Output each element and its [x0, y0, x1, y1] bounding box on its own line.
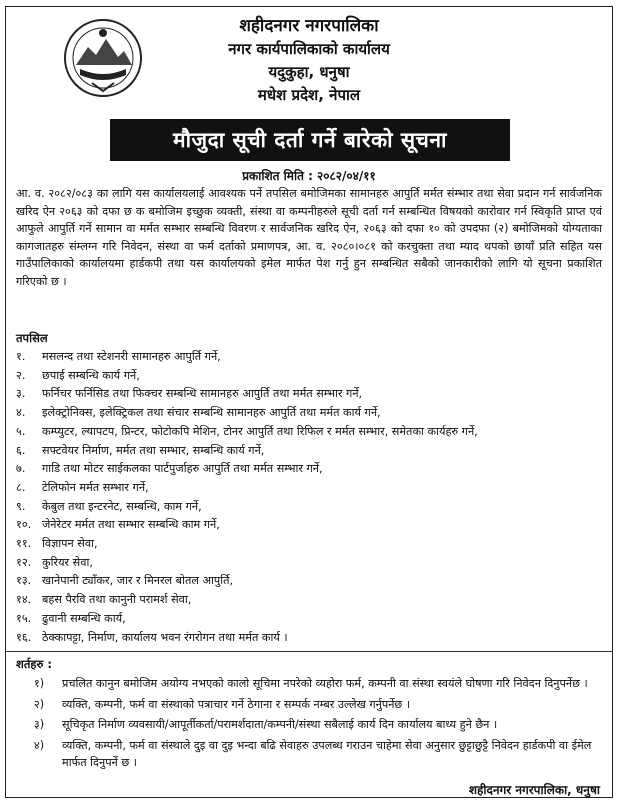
item-number: १.	[16, 350, 26, 363]
condition-item	[16, 737, 602, 772]
condition-text: व्यक्ति, कम्पनी, फर्म वा संस्थाले दुइ वा दुइ भन्दा बढि सेवाहरु उपलब्ध गराउन चाहेमा सेवा अनुसार छुट्टाछुट्टै निवेदन हार्डकपी वा ईमेल मार्फत दिनुपर्ने छ ।	[62, 738, 592, 769]
item-text: बहस पैरवि तथा कानुनी परामर्श सेवा,	[42, 593, 192, 607]
list-item	[16, 479, 602, 498]
list-item	[16, 423, 602, 442]
item-number: ६.	[16, 443, 26, 457]
signoff: शहीदनगर नगरपालिका, धनुषा	[468, 783, 600, 797]
list-item	[16, 442, 602, 461]
notice-title: मौजुदा सूची दर्ता गर्ने बारेको सूचना	[110, 119, 510, 161]
list-item	[16, 348, 602, 367]
published-date: प्रकाशित मिति : २०८२/०४/११	[242, 169, 376, 183]
list-item	[16, 535, 602, 554]
notice-page	[5, 6, 613, 798]
list-item	[16, 554, 602, 573]
list-item	[16, 591, 602, 610]
condition-number: ४)	[33, 738, 45, 752]
list-item	[16, 498, 602, 517]
item-number: ८.	[16, 480, 26, 494]
item-number: १३.	[16, 574, 32, 588]
item-text: ढुवानी सम्बन्धि कार्य,	[42, 611, 126, 625]
item-text: कम्प्युटर, ल्यापटप, प्रिन्टर, फोटोकपि मेशिन, टोनर आपुर्ति तथा रिफिल र मर्मत सम्भार, समेतका कार्यहरु गर्ने,	[42, 424, 478, 438]
list-item	[16, 610, 602, 629]
item-text: खानेपानी ट्याँकर, जार र मिनरल बोतल आपुर्ति,	[42, 574, 234, 588]
condition-item	[16, 696, 602, 714]
item-number: ११.	[16, 537, 32, 551]
item-text: जेनेरेटर मर्मत तथा सम्भार सम्बन्धि काम गर्ने,	[42, 518, 220, 532]
item-number: ५.	[16, 424, 26, 438]
item-number: २.	[16, 368, 26, 382]
condition-number: ३)	[33, 718, 45, 731]
condition-number: २)	[33, 697, 45, 711]
intro-paragraph: आ. व. २०८२/०८३ का लागि यस कार्यालयलाई आवश्यक पर्ने तपसिल बमोजिमका सामानहरु आपुर्ति मर्मत संम्भार तथा सेवा प्रदान गर्न सार्वजनिक खरिद ऐन २०६३ को दफा छ क बमोजिम इच्छुक व्यक्ती, संस्था वा कम्पनीहरुले सूची दर्ता गर्न सम्बन्धित विषयको कारोवार गर्न स्विकृति प्राप्त एवं आफुले आपुर्ति गर्ने सामान वा मर्मत सम्भार सम्बन्धि विवरण र सार्वजनिक खरिद ऐन, २०६३ को दफा १० को उपदफा (२) बमोजिमको योग्यताका कागजातहरु संम्लग्न गरि निवेदन, संस्था वा फर्म दर्ताको प्रमाणपत्र, आ. व. २०८०।०८१ को करचुक्ता तथा म्याद थपको छायाँ प्रति सहित यस गाउँपालिकाको कार्यालयमा हार्डकपी तथा यस कार्यालयको इमेल मार्फत पेश गर्नु हुन सम्बन्धित सबैको जानकारीको लागि यो सूचना प्रकाशित गरिएको छ ।	[16, 187, 602, 288]
condition-number: १)	[33, 677, 45, 690]
item-number: १०.	[16, 518, 32, 532]
list-item	[16, 516, 602, 535]
condition-text: व्यक्ति, कम्पनी, फर्म वा संस्थाको पत्राचार गर्ने ठेगाना र सम्पर्क नम्बर उल्लेख गर्नुपर्नेछ ।	[62, 697, 411, 711]
item-text: विज्ञापन सेवा,	[42, 537, 98, 551]
item-text: केबुल तथा इन्टरनेट, सम्बन्धि, काम गर्ने,	[42, 499, 202, 513]
condition-text: सूचिकृत निर्माण व्यवसायी/आपूर्तीकर्ता/परामर्शदाता/कम्पनी/संस्था सबैलाई कार्य दिन कार्यालय बाध्य हुने छैन ।	[62, 718, 498, 731]
list-item	[16, 629, 602, 648]
section-divider	[6, 651, 612, 652]
item-text: कुरियर सेवा,	[42, 555, 93, 569]
item-text: ठेक्कापट्टा, निर्माण, कार्यालय भवन रंगरोगन तथा मर्मत कार्य ।	[42, 630, 288, 644]
letterhead	[6, 7, 612, 117]
municipality-name: शहीदनगर नगरपालिका	[239, 16, 379, 36]
conditions-list	[16, 675, 602, 775]
list-item	[16, 385, 602, 404]
schedule-list	[16, 348, 602, 647]
item-number: १२.	[16, 555, 32, 569]
condition-item	[16, 675, 602, 693]
item-text: मसलन्द तथा स्टेशनरी सामानहरु आपुर्ति गर्ने,	[42, 350, 221, 363]
province-country: मधेश प्रदेश, नेपाल	[257, 86, 361, 104]
item-number: ४.	[16, 406, 26, 420]
item-number: १४.	[16, 593, 32, 607]
item-number: ७.	[16, 462, 26, 476]
item-text: टेलिफोन मर्मत सम्भार गर्ने,	[42, 480, 149, 494]
schedule-title: तपसिल	[16, 331, 48, 345]
item-text: गाडि तथा मोटर साईकलका पार्टपुर्जाहरु आपुर्ति तथा मर्मत सम्भार गर्ने,	[42, 462, 323, 476]
list-item	[16, 460, 602, 479]
item-text: इलेक्ट्रोनिक्स, इलेक्ट्रिकल तथा संचार सम्बन्धि सामानहरु आपुर्ति तथा मर्मत कार्य गर्ने,	[42, 406, 381, 420]
item-number: ३.	[16, 387, 26, 401]
office-address: यदुकुहा, धनुषा	[268, 63, 350, 81]
item-text: सफ्टवेयर निर्माण, मर्मत तथा सम्भार, सम्बन्धि कार्य गर्ने,	[42, 443, 265, 457]
list-item	[16, 572, 602, 591]
list-item	[16, 404, 602, 423]
condition-text: प्रचलित कानुन बमोजिम अयोग्य नभएको कालो सूचिमा नपरेको व्यहोरा फर्म, कम्पनी वा संस्था स्वयंले घोषणा गरि निवेदन दिनुपर्नेछ ।	[62, 677, 588, 690]
list-item	[16, 367, 602, 386]
condition-item	[16, 716, 602, 734]
item-text: छपाई सम्बन्धि कार्य गर्ने,	[42, 368, 140, 382]
office-name: नगर कार्यपालिकाको कार्यालय	[228, 40, 390, 58]
item-number: ९.	[16, 499, 26, 513]
item-text: फर्निचर फर्निसिड तथा फिक्चर सम्बन्धि सामानहरु आपुर्ति तथा मर्मत सम्भार गर्ने,	[42, 387, 363, 401]
conditions-title: शर्तहरु :	[16, 657, 52, 671]
item-number: १६.	[16, 630, 32, 644]
item-number: १५.	[16, 611, 32, 625]
